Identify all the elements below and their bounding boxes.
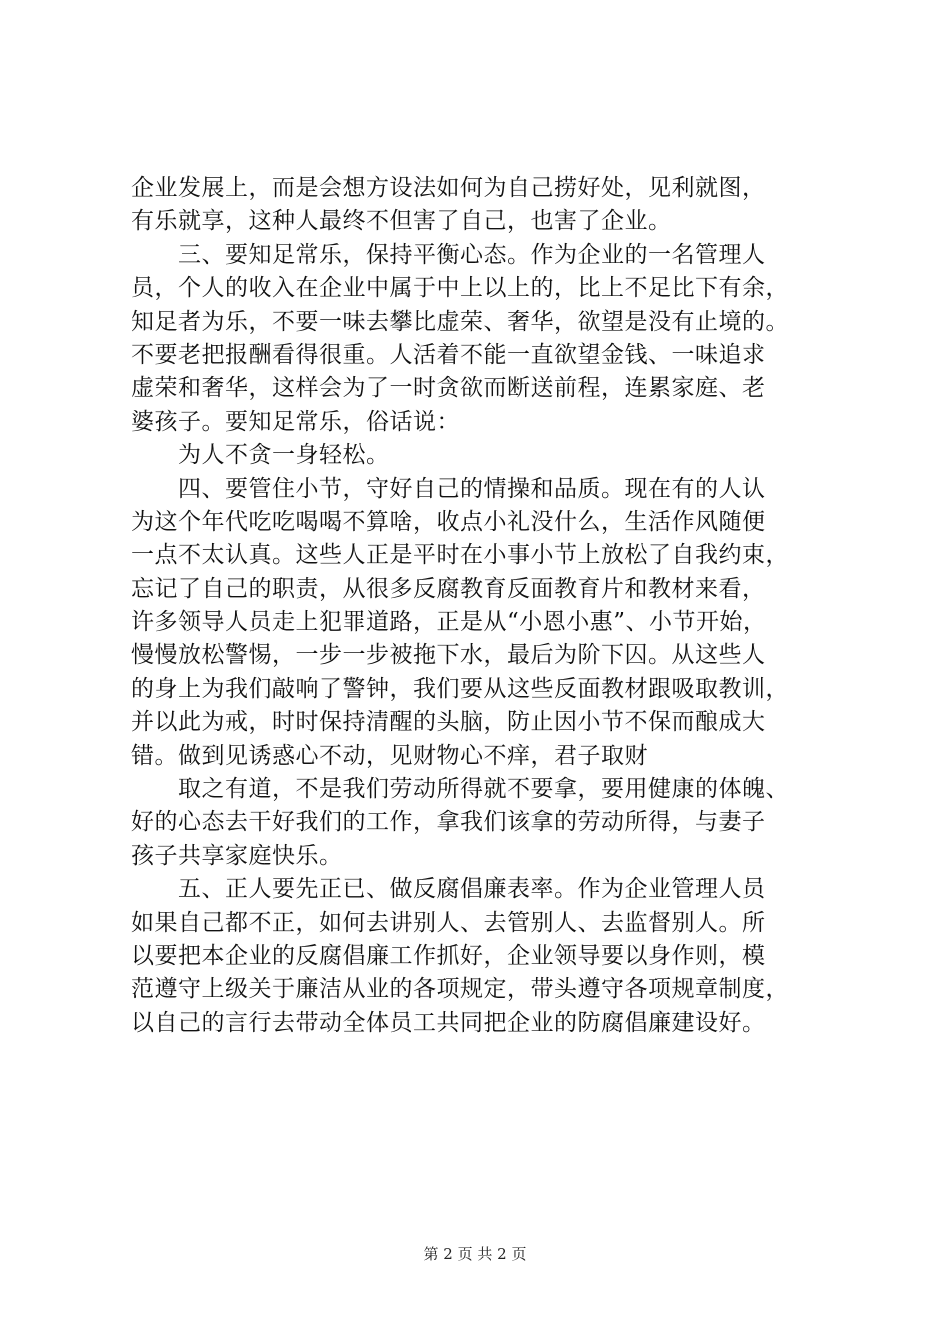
- page-footer: [0, 1244, 950, 1264]
- text-line: 五、正人要先正已、做反腐倡廉表率。作为企业管理人员: [131, 876, 766, 903]
- text-line: 一点不太认真。这些人正是平时在小事小节上放松了自我约束，: [131, 542, 789, 569]
- text-line: 知足者为乐，不要一味去攀比虚荣、奢华，欲望是没有止境的。: [131, 308, 789, 335]
- text-line: 为这个年代吃吃喝喝不算啥，收点小礼没什么，生活作风随便: [131, 508, 766, 535]
- text-line: 如果自己都不正，如何去讲别人、去管别人、去监督别人。所: [131, 909, 766, 936]
- text-line: 员，个人的收入在企业中属于中上以上的，比上不足比下有余，: [131, 275, 789, 302]
- text-line: 取之有道，不是我们劳动所得就不要拿，要用健康的体魄、: [131, 776, 789, 803]
- body-text: [131, 172, 831, 1040]
- text-line: 四、要管住小节，守好自己的情操和品质。现在有的人认: [131, 475, 766, 502]
- text-line: 错。做到见诱惑心不动，见财物心不痒，君子取财: [131, 742, 648, 769]
- text-line: 三、要知足常乐，保持平衡心态。作为企业的一名管理人: [131, 241, 766, 268]
- text-line: 婆孩子。要知足常乐，俗话说：: [131, 408, 460, 435]
- text-line: 虚荣和奢华，这样会为了一时贪欲而断送前程，连累家庭、老: [131, 375, 766, 402]
- text-line: 许多领导人员走上犯罪道路，正是从“小恩小惠”、小节开始，: [131, 609, 767, 636]
- text-line: 忘记了自己的职责，从很多反腐教育反面教育片和教材来看，: [131, 575, 766, 602]
- text-line: 以要把本企业的反腐倡廉工作抓好，企业领导要以身作则，模: [131, 942, 766, 969]
- text-line: 企业发展上，而是会想方设法如何为自己捞好处，见利就图，: [131, 175, 766, 201]
- text-line: 不要老把报酬看得很重。人活着不能一直欲望金钱、一味追求: [131, 341, 766, 368]
- text-line: 好的心态去干好我们的工作，拿我们该拿的劳动所得，与妻子: [131, 809, 766, 836]
- page-number: 第 2 页 共 2 页: [423, 1245, 527, 1263]
- text-line: 孩子共享家庭快乐。: [131, 842, 343, 869]
- text-line: 有乐就享，这种人最终不但害了自己，也害了企业。: [131, 208, 672, 235]
- text-line: 为人不贪一身轻松。: [131, 442, 390, 469]
- text-line: 的身上为我们敲响了警钟，我们要从这些反面教材跟吸取教训，: [131, 675, 789, 702]
- text-line: 慢慢放松警惕，一步一步被拖下水，最后为阶下囚。从这些人: [131, 642, 766, 669]
- text-line: 并以此为戒，时时保持清醒的头脑，防止因小节不保而酿成大: [131, 709, 766, 736]
- text-line: 以自己的言行去带动全体员工共同把企业的防腐倡廉建设好。: [131, 1009, 766, 1036]
- text-line: 范遵守上级关于廉洁从业的各项规定，带头遵守各项规章制度，: [131, 976, 789, 1003]
